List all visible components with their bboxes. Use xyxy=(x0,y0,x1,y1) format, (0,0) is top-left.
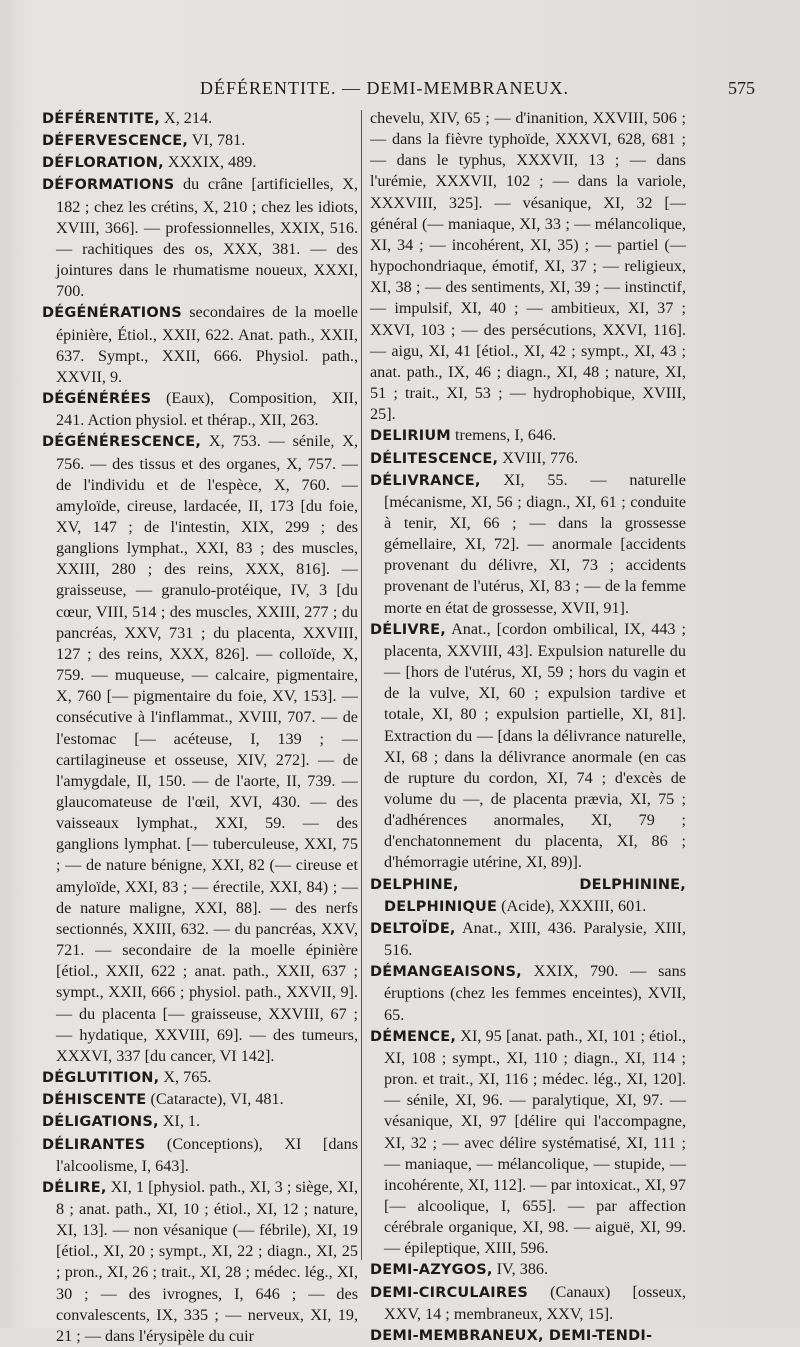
index-entry xyxy=(370,1026,686,1260)
entry-headword: DÉFERVESCENCE, xyxy=(42,133,189,150)
entry-text: secondaires de la moelle épinière, Étiol., XXII, 622. Anat. path., XXII, 637. Sympt., XXII, 666. Physiol. path., XXVII, 9. xyxy=(56,303,358,386)
entry-text: XVIII, 776. xyxy=(498,448,579,467)
index-entry xyxy=(370,874,686,918)
index-entry xyxy=(42,1067,358,1089)
entry-headword: DEMI-AZYGOS, xyxy=(370,1262,493,1279)
page-number: 575 xyxy=(728,78,755,98)
entry-text: XI, 95 [anat. path., XI, 101 ; étiol., XI, 108 ; sympt., XI, 110 ; diagn., XI, 114 ; pron. et trait., XI, 116 ; médec. lég., XI, 120]. — sénile, XI, 96. — paralytique, XI, 97. — vésanique, XI, 97 [délire qui l'accompagne, XI, 32 ; — avec délire systématisé, XI, 111 ; — maniaque, — mélancolique, — stupide, — incohérente, XI, 112]. — par intoxicat., XI, 97 [— alcoolique, I, 655]. — par affection cérébrale organique, XI, 98. — aiguë, XI, 99. — épileptique, XIII, 596. xyxy=(384,1026,686,1258)
entry-headword: DÉMENCE, xyxy=(370,1028,457,1045)
entry-text: IV, 386. xyxy=(492,1260,549,1279)
entry-headword: DEMI-CIRCULAIRES xyxy=(370,1284,528,1301)
index-entry xyxy=(42,130,358,152)
index-entry xyxy=(370,1259,686,1281)
entry-headword: DÉHISCENTE xyxy=(42,1092,147,1109)
left-column xyxy=(42,108,358,1347)
entry-headword: DÉGÉNÉRATIONS xyxy=(42,305,182,322)
index-entry xyxy=(370,1282,686,1325)
index-entry xyxy=(370,425,686,447)
entry-headword: DÉGÉNÉRÉES xyxy=(42,391,152,408)
entry-text: chevelu, XIV, 65 ; — d'inanition, XXVIII, 506 ; — dans la fièvre typhoïde, XXXVI, 628, 681 ; — dans le typhus, XXXVII, 13 ; — dans l'urémie, XXXVII, 102 ; — dans la variole, XXXVIII, 325]. — vésanique, XI, 32 [— général (— maniaque, XI, 33 ; — mélancolique, XI, 34 ; — incohérent, XI, 35) ; — partiel (— hypochondriaque, émotif, XI, 37 ; — religieux, XI, 38 ; — des sentiments, XI, 39 ; — instinctif, — impulsif, XI, 40 ; — ambitieux, XI, 37 ; XXVI, 103 ; — des persécutions, XXVI, 116]. — aigu, XI, 41 [étiol., XI, 42 ; sympt., XI, 43 ; anat. path., IX, 46 ; diagn., XI, 48 ; nature, XI, 51 ; trait., XI, 53 ; — hydrophobique, XVIII, 25]. xyxy=(370,109,686,424)
index-entry xyxy=(42,431,358,1067)
right-column xyxy=(370,108,686,1347)
index-entry xyxy=(42,1111,358,1133)
entry-text: XXXIX, 489. xyxy=(163,153,257,172)
index-entry xyxy=(370,108,686,425)
entry-headword: DÉLIGATIONS, xyxy=(42,1114,159,1131)
entry-text: (Conceptions), XI [dans l'alcoolisme, I, 643]. xyxy=(56,1134,358,1175)
entry-headword: DÉMANGEAISONS, xyxy=(370,964,522,981)
index-entry xyxy=(42,1134,358,1177)
entry-text: XI, 1 [physiol. path., XI, 3 ; siège, XI, 8 ; anat. path., XI, 10 ; étiol., XI, 12 ; nature, XI, 13]. — non vésanique (— fébrile), XI, 19 [étiol., XI, 20 ; sympt., XI, 22 ; diagn., XI, 25 ; pron., XI, 26 ; trait., XI, 28 ; médec. lég., XI, 30 ; — des ivrognes, I, 646 ; — des convalescents, IX, 335 ; — nerveux, XI, 19, 21 ; — dans l'érysipèle du cuir xyxy=(56,1177,358,1345)
entry-text: Anat., [cordon ombilical, IX, 443 ; placenta, XXVIII, 43]. Expulsion naturelle du — [hors de l'utérus, XI, 59 ; hors du vagin et de la vulve, XI, 60 ; expulsion tardive et totale, XI, 80 ; expulsion partielle, XI, 81]. Extraction du — [dans la délivrance naturelle, XI, 68 ; dans la délivrance anormale (en cas de rupture du cordon, XI, 74 ; d'excès de volume du —, de placenta prævia, XI, 75 ; d'adhérences anormales, XI, 79 ; d'enchatonnement du placenta, XI, 86 ; d'hémorragie utérine, XI, 89)]. xyxy=(384,619,686,872)
index-entry xyxy=(370,470,686,619)
index-entry xyxy=(42,302,358,388)
entry-text: du crâne [artificielles, X, 182 ; chez les crétins, X, 210 ; chez les idiots, XVIII, 366]. — professionnelles, XXIX, 516. — rachitiques des os, XXX, 381. — des jointures dans le rhumatisme noueux, XXXI, 700. xyxy=(56,175,358,301)
index-entry xyxy=(370,918,686,961)
index-entry xyxy=(42,388,358,431)
entry-headword: DÉLITESCENCE, xyxy=(370,450,499,467)
entry-headword: DÉGLUTITION, xyxy=(42,1070,160,1087)
entry-headword: DELTOÏDE, xyxy=(370,920,456,937)
index-entry xyxy=(42,108,358,130)
entry-text: Anat., XIII, 436. Paralysie, XIII, 516. xyxy=(384,918,686,960)
entry-text: (Acide), XXXIII, 601. xyxy=(497,896,647,915)
entry-text: (Eaux), Composition, XII, 241. Action physiol. et thérap., XII, 263. xyxy=(56,389,358,430)
entry-headword: DELIRIUM xyxy=(370,428,451,445)
entry-headword: DÉFORMATIONS xyxy=(42,177,175,194)
index-entry xyxy=(370,448,686,470)
entry-text: XI, 55. — naturelle [mécanisme, XI, 56 ; diagn., XI, 61 ; conduite à tenir, XI, 66 ; — dans la grossesse gémellaire, XI, 72]. — anormale [accidents provenant du délivre, XI, 73 ; accidents provenant de l'utérus, XI, 83 ; — de la femme morte en état de grossesse, XVII, 91]. xyxy=(384,470,686,617)
running-head: DÉFÉRENTITE. — DEMI-MEMBRANEUX. xyxy=(200,78,569,98)
entry-text: VI, 781. xyxy=(188,131,246,150)
entry-headword: DÉFÉRENTITE, xyxy=(42,111,160,127)
page-header xyxy=(40,76,755,102)
entry-text: tremens, I, 646. xyxy=(450,426,557,445)
entry-headword: DÉFLORATION, xyxy=(42,155,164,172)
entry-text: X, 214. xyxy=(159,109,213,127)
entry-headword: DÉLIVRE, xyxy=(370,621,446,638)
index-entry xyxy=(42,174,358,302)
entry-headword: DÉLIVRANCE, xyxy=(370,472,481,489)
index-entry xyxy=(370,619,686,874)
entry-text: (Cataracte), VI, 481. xyxy=(146,1090,284,1109)
index-entry xyxy=(370,1325,686,1347)
index-entry xyxy=(42,1089,358,1111)
entry-text: XI, 1. xyxy=(158,1112,201,1131)
entry-text: X, 753. — sénile, X, 756. — des tissus et des organes, X, 757. — de l'individu et de l'espèce, X, 760. — amyloïde, cireuse, lardacée, II, 173 [du foie, XV, 147 ; de l'intestin, XIX, 299 ; des ganglions lymphat., XXI, 83 ; des muscles, XXIII, 280 ; des reins, XXX, 816]. — graisseuse, — granulo-protéique, IV, 3 [du cœur, VIII, 514 ; des muscles, XXIII, 277 ; du pancréas, XXV, 731 ; du placenta, XXVIII, 127 ; des reins, XXX, 826]. — colloïde, X, 759. — muqueuse, — calcaire, pigmentaire, X, 760 [— pigmentaire du foie, XV, 153]. — consécutive à l'inflammat., XVIII, 707. — de l'estomac [— acéteuse, I, 139 ; — cartilagineuse et osseuse, XIV, 272]. — de l'amygdale, II, 150. — de l'aorte, II, 739. — glaucomateuse de l'œil, XVI, 430. — des vaisseaux lymphat., XXI, 59. — des ganglions lymphat. [— tuberculeuse, XXI, 75 ; — de nature bénigne, XXI, 82 (— cireuse et amyloïde, XXI, 83 ; — érectile, XXI, 84) ; — de nature maligne, XXI, 88]. — des nerfs sectionnés, XXIII, 632. — du pancréas, XXV, 721. — secondaire de la moelle épinière [étiol., XXII, 622 ; anat. path., XXII, 637 ; sympt., XXII, 666 ; physiol. path., XXVII, 9]. — du placenta [— graisseuse, XXVIII, 67 ; — hydatique, XXVIII, 69]. — des tumeurs, XXXVI, 337 [du cancer, VI 142]. xyxy=(56,432,358,1065)
entry-text: X, 765. xyxy=(159,1068,212,1087)
entry-text: XXIX, 790. — sans éruptions (chez les femmes enceintes), XVII, 65. xyxy=(384,962,686,1024)
entry-headword: DÉLIRE, xyxy=(42,1179,107,1196)
entry-headword: DÉLIRANTES xyxy=(42,1136,146,1153)
entry-headword: DEMI-MEMBRANEUX, DEMI-TENDI- xyxy=(370,1327,653,1344)
entry-headword: DÉGÉNÉRESCENCE, xyxy=(42,434,202,451)
index-entry xyxy=(370,961,686,1025)
index-entry xyxy=(42,1177,358,1347)
entry-text: (Canaux) [osseux, XXV, 14 ; membraneux, XXV, 15]. xyxy=(384,1282,686,1323)
index-entry xyxy=(42,152,358,174)
entry-headword: DELPHINE, DELPHININE, DELPHINIQUE xyxy=(370,876,686,915)
column-divider xyxy=(361,110,362,1260)
